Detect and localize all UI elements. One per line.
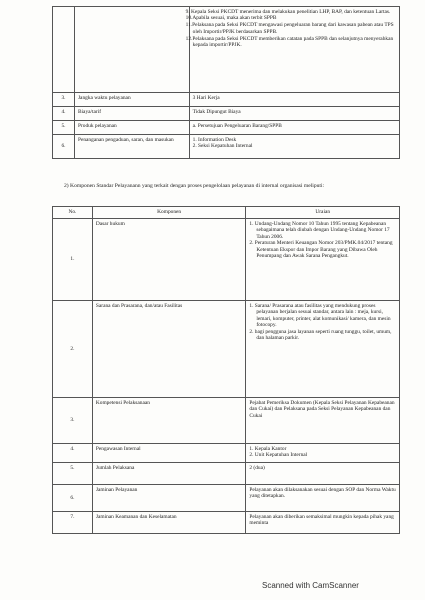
- list-item: 12.Pelaksana pada Seksi PKCDT memberikan catatan pada SPPB dan selanjutnya menyerahkan kepada importir/PPJK.: [185, 35, 394, 49]
- list-item: 2. Unit Kepatuhan Internal: [249, 452, 308, 459]
- column-header: No.: [53, 207, 93, 219]
- list-item: 2. bagi pengguna jasa layanan seperti ruang tunggu, toilet, umum, dan halaman parkir.: [249, 328, 392, 342]
- service-standard-table-1: [52, 6, 400, 159]
- table-row: 5. Jumlah Pelaksana 2 (dua): [53, 463, 400, 485]
- table-row: 1. Dasar hukum 1. Undang-Undang Nomor 10 Tahun 1995 tentang Kepabeanan sebagaimana telah diubah dengan Undang-Undang Nomor 17 Tahun 2006. 2. Peraturan Menteri Keuangan Nomor 203/PMK.04/2017 tentang Ketentuan Ekspor dan Impor Barang yang Dibawa Oleh Penumpang dan Awak Sarana Pengangkut.: [53, 219, 400, 301]
- list-item: 2. Peraturan Menteri Keuangan Nomor 203/PMK.04/2017 tentang Ketentuan Ekspor dan Impor Barang yang Dibawa Oleh Penumpang dan Awak Sarana Pengangkut.: [249, 240, 393, 260]
- table-row: 5. Produk pelayanan a. Persetujuan Pengeluaran Barang/SPPB: [53, 121, 400, 135]
- table-row: [53, 7, 400, 93]
- table-row: 3. Kompetensi Pelaksanaan Pejabat Pemeriksa Dokumen (Kepala Seksi Pelayanan Kepabeanan dan Cukai) dan Pelaksana pada Seksi Pelayanan Kepabeanan dan Cukai: [53, 398, 400, 444]
- table-row: 4. Pengawasan Internal 1. Kepala Kantor 2. Unit Kepatuhan Internal: [53, 444, 400, 463]
- table-header-row: [53, 207, 400, 219]
- list-item: 1. Undang-Undang Nomor 10 Tahun 1995 tentang Kepabeanan sebagaimana telah diubah dengan Undang-Undang Nomor 17 Tahun 2006.: [249, 220, 390, 240]
- list-item: 1. Information Desk: [192, 136, 237, 143]
- column-header: Komponen: [92, 207, 246, 219]
- table-row: 2. Sarana dan Prasarana, dan/atau Fasilitas 1. Sarana/ Prasarana atau fasilitas yang mendukung proses pelayanan berjalan sesuai standar, antara lain : meja, kursi, lemari, komputer, printer, alat komunikasi/ kamera, dan mesin fotocopy. 2. bagi pengguna jasa layanan seperti ruang tunggu, toilet, umum, dan halaman parkir.: [53, 301, 400, 398]
- table-row: 4. Biaya/tarif Tidak Dipungut Biaya: [53, 107, 400, 121]
- table-row: 7. Jaminan Keamanan dan Keselamatan Pelayanan akan diberikan semaksimal mungkin kepada pihak yang meminta: [53, 512, 400, 534]
- column-header: Uraian: [246, 207, 400, 219]
- service-standard-table-2: [52, 206, 400, 534]
- table-row: 3. Jangka waktu pelayanan 3 Hari Kerja: [53, 93, 400, 107]
- section-intro: 2) Komponen Standar Pelayanann yang terkait dengan proses pengelolaan pelayanan di internal organisasi meliputi:: [64, 183, 325, 189]
- scanner-watermark: Scanned with CamScanner: [262, 581, 359, 590]
- list-item: 9. Kepala Seksi PKCDT menerima dan melakukan penelitian LHP, BAP, dan ketentuan Lartas.: [185, 8, 391, 15]
- list-item: 1. Kepala Kantor: [249, 445, 287, 452]
- list-item: 11.Pelaksana pada Seksi PKCDT mengawasi pengeluaran barang dari kawasan pabean atau TPS oleh Importir/PPJK berdasarkan SPPB.: [185, 22, 394, 35]
- list-item: 10.Apabila sesuai, maka akan terbit SPPB: [185, 15, 277, 22]
- table-row: 6. Penanganan pengaduan, saran, dan masukan 1. Information Desk 2. Seksi Kepatuhan Internal: [53, 135, 400, 159]
- procedure-steps-cell: [185, 7, 399, 93]
- list-item: 2. Seksi Kepatuhan Internal: [192, 143, 253, 150]
- list-item: 1. Sarana/ Prasarana atau fasilitas yang mendukung proses pelayanan berjalan sesuai standar, antara lain : meja, kursi, lemari, komputer, printer, alat komunikasi/ kamera, dan mesin fotocopy.: [249, 302, 391, 329]
- table-row: 6. Jaminan Pelayanan Pelayanan akan dilaksanakan sesuai dengan SOP dan Norma Waktu yang ditetapkan.: [53, 485, 400, 512]
